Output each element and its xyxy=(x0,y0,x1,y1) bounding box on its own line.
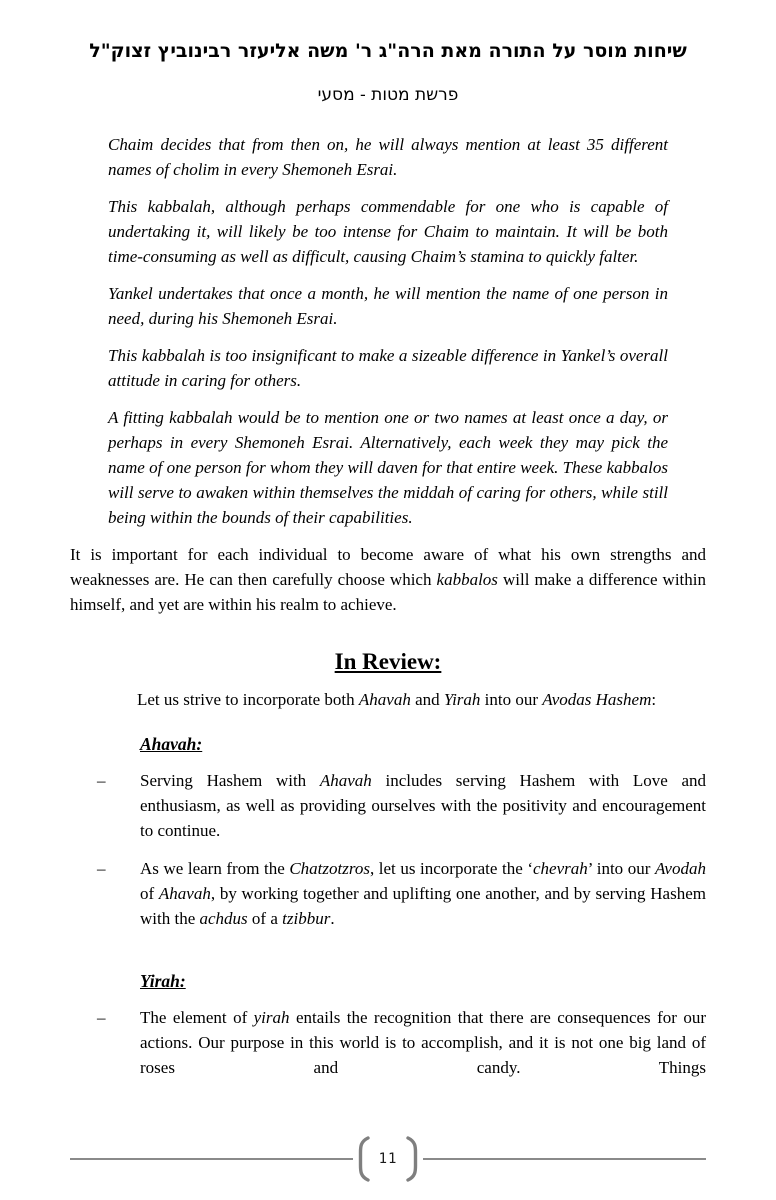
page-number-ornament xyxy=(353,1136,424,1182)
footer-rule-left xyxy=(70,1158,353,1160)
bullet-item-ahavah-1 xyxy=(70,768,706,843)
quote-paragraph-chaim-kabbalah: Chaim decides that from then on, he will always mention at least 35 different names of cholim in every Shemoneh Esrai. xyxy=(108,135,668,179)
section-heading-text: In Review: xyxy=(334,649,442,674)
review-intro-paragraph: Let us strive to incorporate both Ahavah and Yirah into our Avodas Hashem: xyxy=(137,690,657,709)
page-footer xyxy=(70,1136,706,1182)
bullet-item-ahavah-2 xyxy=(70,856,706,931)
right-bracket-icon xyxy=(406,1136,421,1182)
quote-paragraph-yankel-kabbalah: Yankel undertakes that once a month, he will mention the name of one person in need, during his Shemoneh Esrai. xyxy=(108,284,668,328)
page-number: 11 xyxy=(378,1151,398,1167)
dash-marker: – xyxy=(97,1008,106,1027)
page-header xyxy=(70,38,706,106)
bullet-text: The element of yirah entails the recognition that there are consequences for our actions. Our purpose in this world is to accomplish, and it is not one big land of roses and candy. Things xyxy=(140,1008,706,1077)
subsection-heading-text: Ahavah: xyxy=(140,734,203,754)
dash-marker: – xyxy=(97,859,106,878)
dash-marker: – xyxy=(97,771,106,790)
body-paragraph-important: It is important for each individual to become aware of what his own strengths and weaknesses are. He can then carefully choose which kabbalos will make a difference within himself, and yet are within his realm to achieve. xyxy=(70,545,706,614)
subsection-heading-ahavah xyxy=(140,734,706,755)
bullet-text: Serving Hashem with Ahavah includes serving Hashem with Love and enthusiasm, as well as providing ourselves with the positivity and encouragement to continue. xyxy=(140,771,706,840)
left-bracket-icon xyxy=(355,1136,370,1182)
quote-paragraph-kabbalah-too-intense: This kabbalah, although perhaps commendable for one who is capable of undertaking it, will likely be too intense for Chaim to maintain. It will be both time-consuming as well as difficult, causing Chaim’s stamina to quickly falter. xyxy=(108,197,668,266)
quote-paragraph-kabbalah-insignificant: This kabbalah is too insignificant to make a sizeable difference in Yankel’s overall attitude in caring for others. xyxy=(108,346,668,390)
subsection-heading-text: Yirah: xyxy=(140,971,186,991)
section-heading-in-review xyxy=(70,649,706,675)
bullet-item-yirah-1 xyxy=(70,1005,706,1080)
document-title-hebrew: שיחות מוסר על התורה מאת הרה"ג ר' משה אליעזר רבינוביץ זצוק"ל xyxy=(89,40,687,62)
footer-rule-right xyxy=(423,1158,706,1160)
subsection-heading-yirah xyxy=(140,971,706,992)
parsha-subtitle-hebrew: פרשת מטות - מסעי xyxy=(317,85,459,105)
document-body xyxy=(70,132,706,1080)
bullet-text: As we learn from the Chatzotzros, let us incorporate the ‘chevrah’ into our Avodah of Ahavah, by working together and uplifting one another, and by serving Hashem with the achdus of a tzibbur. xyxy=(140,859,706,928)
quote-paragraph-fitting-kabbalah: A fitting kabbalah would be to mention one or two names at least once a day, or perhaps in every Shemoneh Esrai. Alternatively, each week they may pick the name of one person for whom they will daven for that entire week. These kabbalos will serve to awaken within themselves the middah of caring for others, while still being within the bounds of their capabilities. xyxy=(108,408,668,527)
